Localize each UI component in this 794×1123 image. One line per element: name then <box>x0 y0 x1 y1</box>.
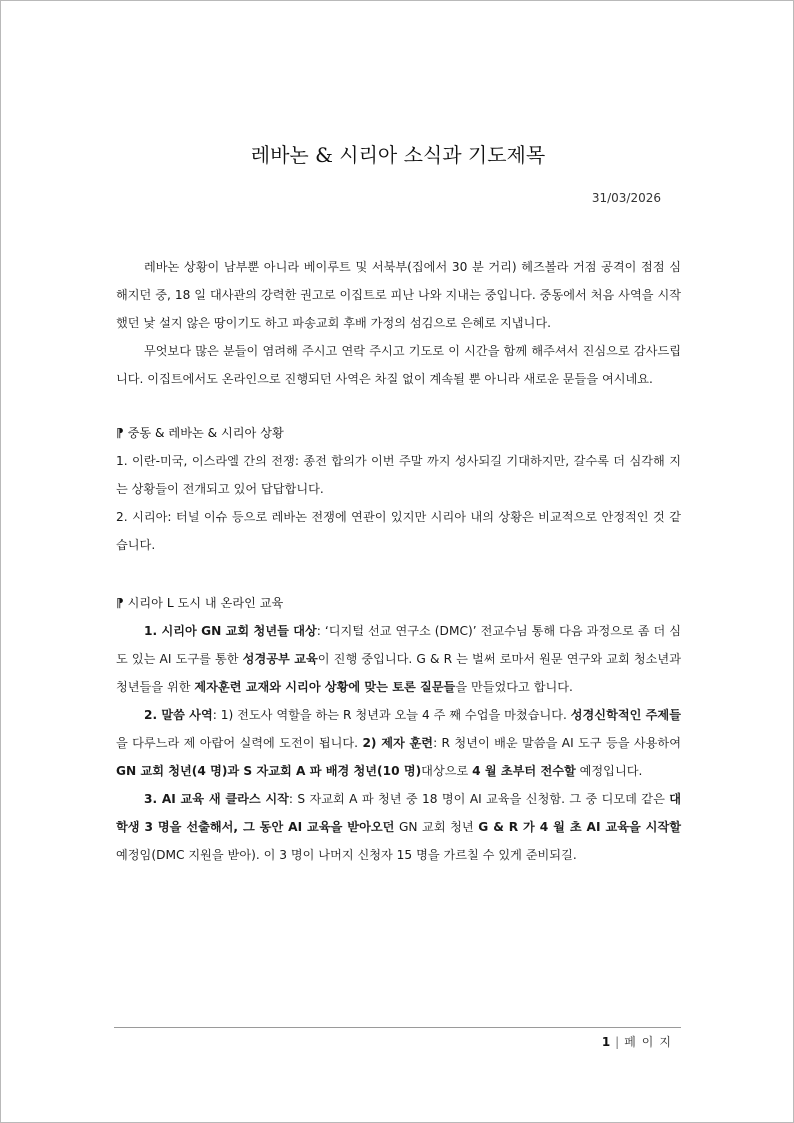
item2-text-1: : 1) 전도사 역할을 하는 R 청년과 오늘 4 주 째 수업을 마쳤습니다. <box>212 708 571 722</box>
item3-text-1: : S 자교회 A 파 청년 중 18 명이 AI 교육을 신청함. 그 중 디모데 같은 <box>288 792 670 806</box>
education-item-1 <box>116 617 681 701</box>
item1-label: 1. 시리아 GN 교회 청년들 대상 <box>144 624 317 638</box>
intro-paragraph-2: 무엇보다 많은 분들이 염려해 주시고 연락 주시고 기도로 이 시간을 함께 해주셔서 진심으로 감사드립니다. 이집트에서도 온라인으로 진행되던 사역은 차질 없이 계속될 뿐 아니라 새로운 문들을 여시네요. <box>116 344 681 386</box>
item2-bold-1: 성경신학적인 주제들 <box>570 708 681 722</box>
item3-bold-1: 대학생 3 명을 선출해서, 그 동안 AI 교육을 받아오던 <box>116 792 681 834</box>
item2-bold-3: GN 교회 청년(4 명)과 S 자교회 A 파 배경 청년(10 명) <box>116 764 422 778</box>
document-title: 레바논 & 시리아 소식과 기도제목 <box>250 143 546 167</box>
document-date: 31/03/2026 <box>591 191 661 205</box>
item1-text-3: 을 만들었다고 합니다. <box>455 680 573 694</box>
item2-bold-2: 2) 제자 훈련 <box>362 736 434 750</box>
item2-text-5: 예정입니다. <box>575 764 643 778</box>
situation-item-1: 1. 이란-미국, 이스라엘 간의 전쟁: 종전 합의가 이번 주말 까지 성사되길 기대하지만, 갈수록 더 심각해 지는 상황들이 전개되고 있어 답답합니다. <box>116 454 681 496</box>
item2-text-3: : R 청년이 배운 말씀을 AI 도구 등을 사용하여 <box>433 736 681 750</box>
situation-item-2: 2. 시리아: 터널 이슈 등으로 레바논 전쟁에 연관이 있지만 시리아 내의 상황은 비교적으로 안정적인 것 같습니다. <box>116 510 681 552</box>
item1-bold-1: 성경공부 교육 <box>242 652 318 666</box>
footer-divider <box>114 1027 681 1028</box>
footer-separator: | <box>615 1035 620 1049</box>
item2-text-4: 대상으로 <box>421 764 473 778</box>
item1-text-1: : ‘디지털 선교 연구소 (DMC)’ 전교수님 통해 다음 과정으로 좀 더 심도 있는 AI 도구를 통한 <box>116 624 681 666</box>
item1-text-2: 이 진행 중입니다. G & R 는 벌써 로마서 원문 연구와 교회 청소년과 청년들을 위한 <box>116 652 681 694</box>
item2-bold-4: 4 월 초부터 전수할 <box>472 764 576 778</box>
section-heading-situation: ⁋ 중동 & 레바논 & 시리아 상황 <box>116 426 284 440</box>
item3-bold-2: G & R 가 4 월 초 AI 교육을 시작할 <box>478 820 682 834</box>
education-item-3 <box>116 785 681 869</box>
item3-text-3: 예정임(DMC 지원을 받아). 이 3 명이 나머지 신청자 15 명을 가르칠 수 있게 준비되길. <box>116 848 577 862</box>
education-item-2 <box>116 701 681 785</box>
item1-bold-2: 제자훈련 교재와 시리아 상황에 맞는 토론 질문들 <box>194 680 456 694</box>
item2-text-2: 을 다루느라 제 아랍어 실력에 도전이 됩니다. <box>116 736 363 750</box>
page-number: 1 <box>601 1035 611 1049</box>
intro-paragraph-1: 레바논 상황이 남부뿐 아니라 베이루트 및 서북부(집에서 30 분 거리) 헤즈볼라 거점 공격이 점점 심해지던 중, 18 일 대사관의 강력한 권고로 이집트로 피난 나와 지내는 중입니다. 중동에서 처음 사역을 시작했던 낯 설지 않은 땅이기도 하고 파송교회 후배 가정의 섬김으로 은혜로 지냅니다. <box>116 260 681 330</box>
item3-text-2: GN 교회 청년 <box>394 820 479 834</box>
page-footer <box>602 1033 677 1050</box>
item2-label: 2. 말씀 사역 <box>144 708 213 722</box>
section-heading-education: ⁋ 시리아 L 도시 내 온라인 교육 <box>116 596 284 610</box>
page-label: 페이지 <box>624 1035 677 1049</box>
item3-label: 3. AI 교육 새 클라스 시작 <box>144 792 289 806</box>
document-body <box>116 253 681 869</box>
